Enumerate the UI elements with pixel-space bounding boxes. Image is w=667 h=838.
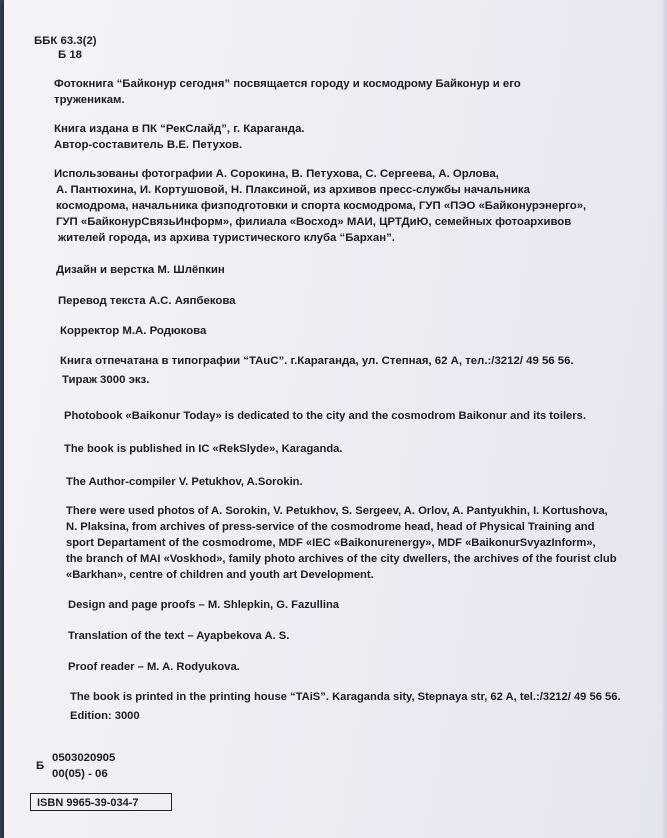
ru-photos-line-2: А. Пантюхина, И. Кортушовой, Н. Плаксиной, из архивов пресс-службы начальника	[56, 184, 530, 196]
en-photos-line-1: There were used photos of A. Sorokin, V. Petukhov, S. Sergeev, A. Orlov, A. Pantyukhin, I. Kortushova,	[66, 505, 608, 517]
en-photos-line-3: sport Departament of the cosmodrome, MDF «IEC «Baikonurenergy», MDF «BaikonurSvyazInform»,	[66, 537, 596, 549]
ru-author: Автор-составитель В.Е. Петухов.	[54, 139, 243, 151]
ru-design: Дизайн и верстка М. Шлёпкин	[56, 264, 225, 276]
en-dedication: Photobook «Baikonur Today» is dedicated to the city and the cosmodrom Baikonur and its toilers.	[64, 410, 586, 422]
author-mark: Б 18	[58, 49, 83, 61]
ru-translation: Перевод текста А.С. Аяпбекова	[58, 295, 236, 307]
page-edge	[661, 0, 667, 838]
en-published: The book is published in IC «RekSlyde», Karaganda.	[64, 443, 343, 455]
ru-dedication-line-1: Фотокнига “Байконур сегодня” посвящается городу и космодрому Байконур и его	[54, 78, 521, 90]
en-photos-line-4: the branch of MAI «Voskhod», family photo archives of the city dwellers, the archives of the fourist club	[66, 553, 617, 565]
ru-print-run: Тираж 3000 экз.	[62, 374, 150, 386]
en-photos-line-2: N. Plaksina, from archives of press-service of the cosmodrome head, head of Physical Training and	[66, 521, 595, 533]
footer-code-2: 00(05) - 06	[52, 768, 108, 780]
en-printed: The book is printed in the printing house “TAiS”. Karaganda sity, Stepnaya str, 62 A, tel.:/3212/ 49 56 56.	[70, 691, 621, 703]
bbk-code: ББК 63.3(2)	[34, 35, 97, 47]
book-page	[4, 0, 667, 838]
footer-code-1: 0503020905	[52, 752, 116, 764]
ru-photos-line-5: жителей города, из архива туристического клуба “Бархан”.	[58, 232, 395, 244]
ru-photos-line-4: ГУП «БайконурСвязьИнформ», филиала «Восход» МАИ, ЦРТДиЮ, семейных фотоархивов	[56, 216, 572, 228]
isbn-label: ISBN 9965-39-034-7	[30, 793, 172, 811]
ru-photos-line-1: Использованы фотографии А. Сорокина, В. Петухова, С. Сергеева, А. Орлова,	[54, 168, 499, 180]
ru-corrector: Корректор М.А. Родюкова	[60, 325, 207, 337]
en-author: The Author-compiler V. Petukhov, A.Sorokin.	[66, 476, 303, 488]
en-translation: Translation of the text – Ayapbekova A. S.	[68, 630, 290, 642]
ru-printed: Книга отпечатана в типографии “TAuC”. г.Караганда, ул. Степная, 62 А, тел.:/3212/ 49 56 56.	[60, 355, 574, 367]
en-proofreader: Proof reader – M. A. Rodyukova.	[68, 661, 240, 673]
ru-dedication-line-2: труженикам.	[54, 94, 125, 106]
ru-photos-line-3: космодрома, начальника физподготовки и спорта космодрома, ГУП «ПЭО «Байконурэнерго»,	[56, 200, 587, 212]
en-photos-line-5: «Barkhan», centre of children and youth art Development.	[66, 569, 374, 581]
footer-letter: Б	[36, 760, 45, 772]
en-design: Design and page proofs – M. Shlepkin, G. Fazullina	[68, 599, 340, 611]
en-edition: Edition: 3000	[70, 710, 140, 722]
ru-published: Книга издана в ПК “РекСлайд”, г. Караганда.	[54, 123, 305, 135]
